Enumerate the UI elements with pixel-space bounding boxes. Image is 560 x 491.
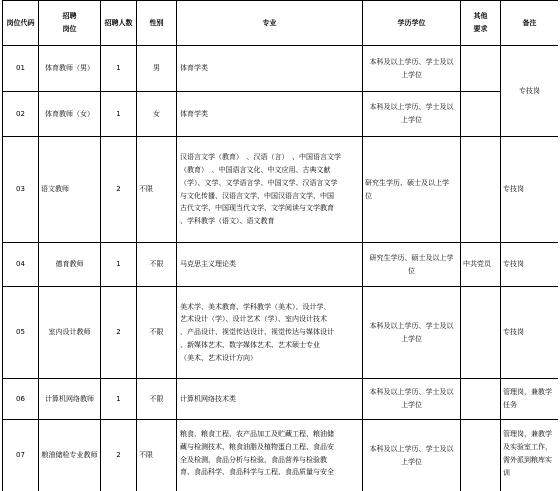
row-education (363, 379, 461, 420)
row-other (461, 137, 501, 243)
row-position: 室内设计教师 (39, 287, 101, 379)
row-count: 1 (101, 243, 137, 287)
major-line: 与文化传播、汉语言文学、中国汉语言文学、中国 (180, 191, 334, 200)
education-line: 本科及以上学历、学士及以 (369, 103, 454, 111)
row-education (363, 420, 461, 491)
header-other-line1: 其他 (473, 12, 488, 20)
row-other: 中共党员 (461, 243, 501, 287)
major-line: 育、食品科学、食品科学与工程、食品质量与安全 (180, 468, 334, 477)
row-note: 管理岗，兼教学任务 (501, 379, 559, 420)
education-line: 本科及以上学历、学士及以 (369, 388, 454, 396)
row-education (363, 137, 461, 243)
row-major (177, 379, 363, 420)
major-line: 粮食、粮食工程、农产品加工及贮藏工程、粮油储 (180, 430, 334, 438)
row-other (461, 379, 501, 420)
table-row (3, 287, 559, 379)
major-line: 藏与检测技术、粮食油脂及植物蛋白工程、食品安 (180, 442, 334, 451)
table-row (3, 379, 559, 420)
major-line: （教育） 、中国语言文化、中文应用、古典文献 (180, 165, 331, 174)
row-position: 语文教师 (39, 137, 101, 243)
row-code: 04 (3, 243, 39, 287)
row-major (177, 46, 363, 92)
row-position: 体育教师（男） (39, 46, 101, 92)
header-row (3, 1, 559, 46)
row-education (363, 92, 461, 137)
row-code: 06 (3, 379, 39, 420)
row-education (363, 287, 461, 379)
row-gender: 女 (137, 92, 177, 137)
table-row (3, 92, 559, 137)
header-major: 专业 (177, 1, 363, 46)
header-code: 岗位代码 (3, 1, 39, 46)
row-code: 01 (3, 46, 39, 92)
row-count: 2 (101, 137, 137, 243)
row-major (177, 420, 363, 491)
row-code: 05 (3, 287, 39, 379)
row-code: 02 (3, 92, 39, 137)
row-note: 专技岗 (501, 137, 559, 243)
row-position: 粮油储检专业教师 (39, 420, 101, 491)
header-education: 学历学位 (363, 1, 461, 46)
row-gender: 不限 (137, 379, 177, 420)
row-note: 专技岗 (501, 287, 559, 379)
education-line: 研究生学历、硕士及以上学 (365, 178, 449, 187)
header-other-line2: 要求 (473, 25, 488, 33)
row-major (177, 243, 363, 287)
row-count: 1 (101, 46, 137, 92)
major-line: （学）、文学、文学语言学、中国文学、汉语言文学 (180, 178, 338, 187)
header-count: 招聘人数 (101, 1, 137, 46)
header-note: 备注 (501, 1, 559, 46)
major-line: 古代文学、中国现当代文学、文学阅读与文学教育 (180, 204, 334, 213)
education-line: 上学位 (401, 116, 422, 124)
row-note: 专技岗 (501, 46, 559, 137)
row-count: 1 (101, 379, 137, 420)
major-line: 、学科教学（语文）、语文教育 (180, 217, 275, 226)
row-major (177, 287, 363, 379)
table-row (3, 137, 559, 243)
row-gender: 不限 (137, 137, 177, 243)
row-count: 1 (101, 92, 137, 137)
education-line: 本科及以上学历、学士及以 (369, 444, 454, 453)
education-line: 上学位 (401, 70, 422, 79)
row-gender: 不限 (137, 287, 177, 379)
row-count: 2 (101, 287, 137, 379)
recruitment-table (2, 0, 558, 491)
major-line: （美术、艺术设计方向） (180, 353, 257, 362)
major-line: 全及检测、食品分析与检验、食品营养与检验教 (180, 455, 327, 464)
row-education (363, 46, 461, 92)
row-education (363, 243, 461, 287)
row-gender: 男 (137, 46, 177, 92)
header-position-line1: 招聘 (62, 12, 77, 20)
education-line: 上学位 (401, 457, 422, 466)
education-line: 位 (365, 191, 372, 200)
education-line: 上学位 (401, 401, 422, 409)
education-line: 本科及以上学历、学士及以 (369, 57, 454, 66)
row-code: 07 (3, 420, 39, 491)
row-position: 计算机网络教师 (39, 379, 101, 420)
major-line: 艺术设计（学）、设计艺术（学）、室内设计技术 (180, 315, 327, 324)
row-position: 德育教师 (39, 243, 101, 287)
row-major (177, 137, 363, 243)
header-gender: 性别 (137, 1, 177, 46)
row-other (461, 92, 501, 137)
row-note: 管理岗，兼教学及实验室工作，需外派到粮库实训 (501, 420, 559, 491)
major-line: 体育学类 (180, 109, 208, 118)
major-line: 美术学、美术教育、学科教学（美术）、设计学、 (180, 302, 331, 311)
education-line: 上学位 (401, 334, 422, 343)
table-row (3, 420, 559, 491)
row-code: 03 (3, 137, 39, 243)
row-count: 2 (101, 420, 137, 491)
table-row (3, 243, 559, 287)
recruitment-table-sheet (2, 0, 558, 491)
education-line: 位 (408, 266, 415, 275)
major-line: 计算机网络技术类 (180, 394, 236, 403)
row-other (461, 420, 501, 491)
major-line: 、新媒体艺术、数字媒体艺术、艺术硕士专业 (180, 340, 320, 349)
education-line: 本科及以上学历、学士及以 (369, 321, 454, 330)
table-row (3, 46, 559, 92)
header-position (39, 1, 101, 46)
major-line: 、产品设计、视觉传达设计、视觉传达与媒体设计 (180, 328, 334, 337)
row-gender: 不限 (137, 243, 177, 287)
row-other (461, 46, 501, 92)
major-line: 体育学类 (180, 64, 208, 73)
header-other (461, 1, 501, 46)
header-position-line2: 岗位 (62, 25, 77, 33)
row-other (461, 287, 501, 379)
education-line: 研究生学历、硕士及以上学 (369, 253, 454, 262)
row-position: 体育教师（女） (39, 92, 101, 137)
major-line: 汉语言文学（教育） 、汉语（言） 、中国语言文学 (180, 153, 341, 162)
row-gender: 不限 (137, 420, 177, 491)
row-note: 专技岗 (501, 243, 559, 287)
row-major (177, 92, 363, 137)
major-line: 马克思主义理论类 (180, 260, 236, 269)
